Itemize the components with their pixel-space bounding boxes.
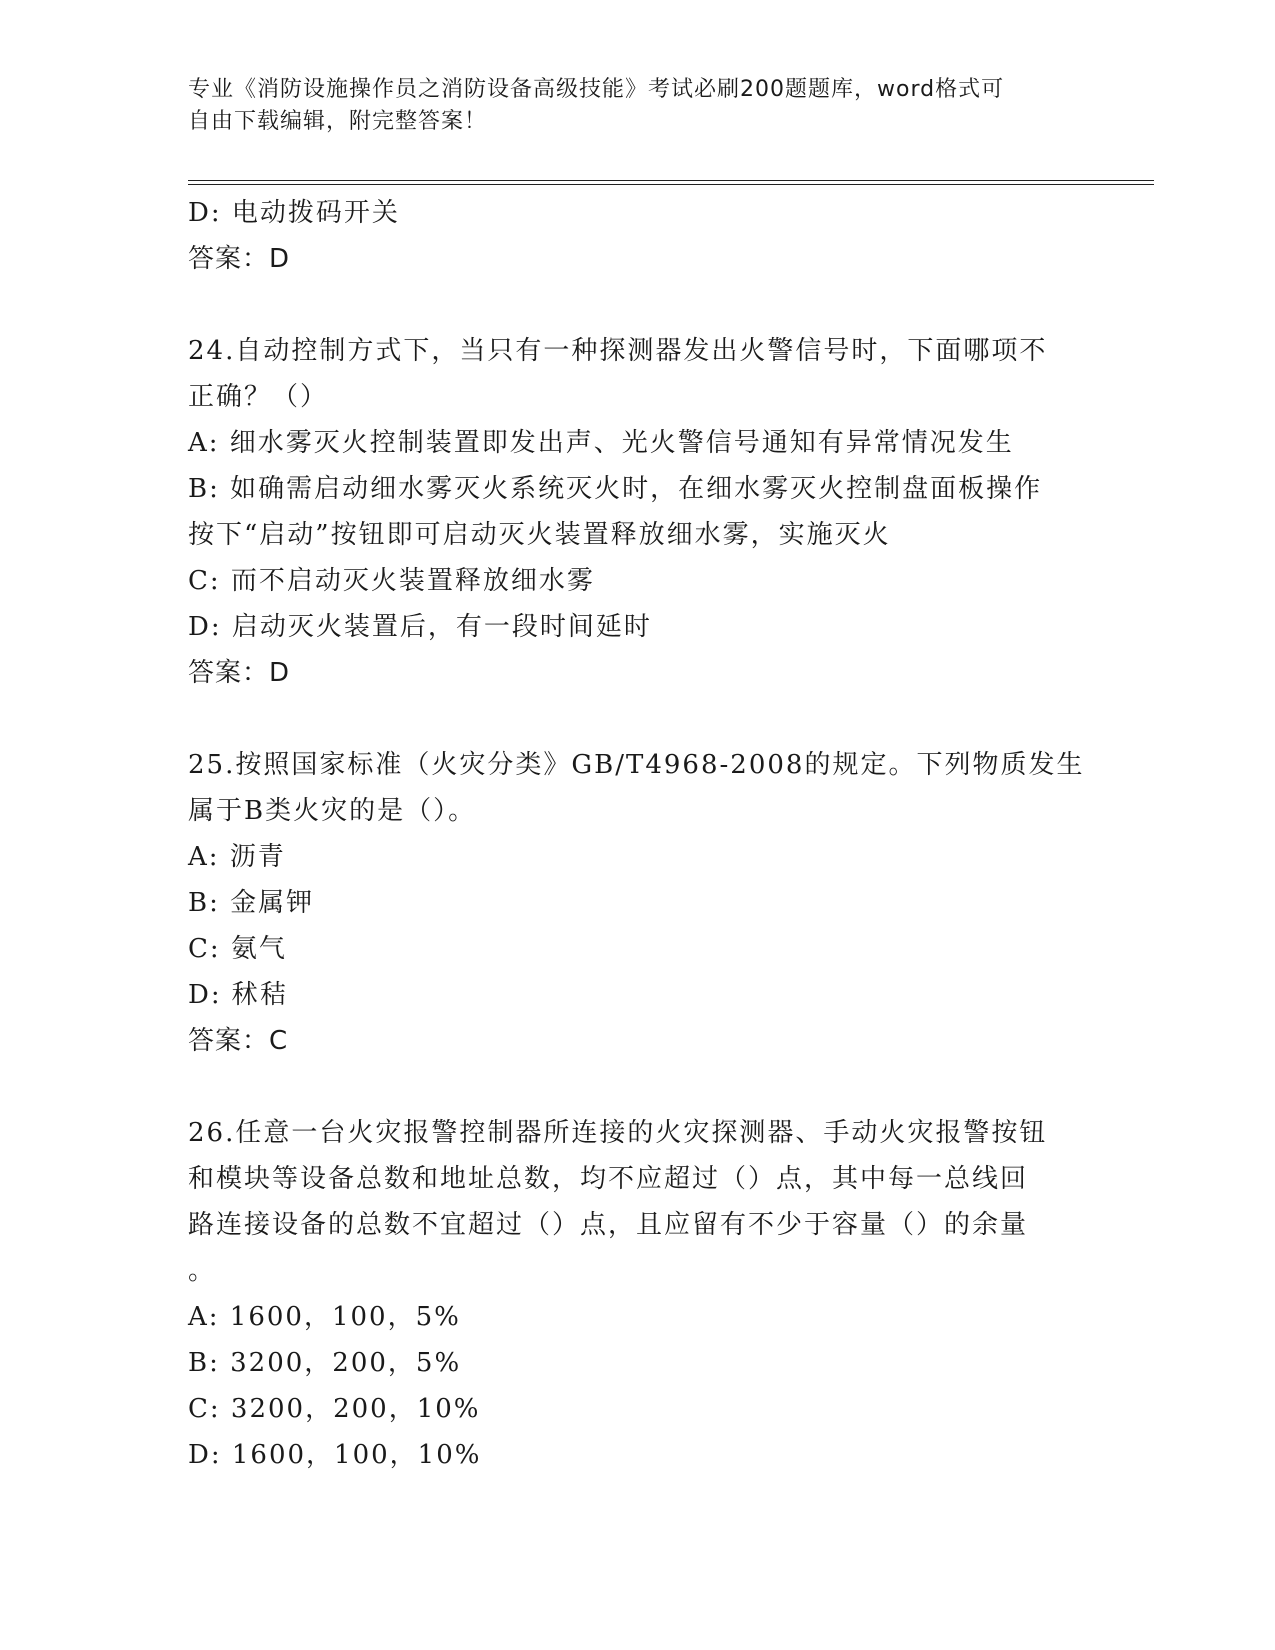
question-stem	[188, 742, 1088, 834]
answer-line: 答案：D	[188, 244, 291, 274]
question-24	[188, 328, 1088, 696]
option-c: C: 氨气	[188, 934, 287, 964]
previous-question-tail	[188, 190, 1088, 282]
question-25	[188, 742, 1088, 1064]
question-stem	[188, 328, 1088, 420]
header-title-line-1: 专业《消防设施操作员之消防设备高级技能》考试必刷200题题库，word格式可	[188, 77, 1005, 102]
option-a: A: 1600，100，5%	[188, 1302, 461, 1332]
option-c: C: 而不启动灭火装置释放细水雾	[188, 566, 595, 596]
header-divider-bottom	[188, 184, 1154, 185]
document-header	[188, 74, 1068, 138]
header-title-line-2: 自由下载编辑，附完整答案！	[188, 109, 488, 134]
stem-line: 25.按照国家标准（火灾分类》GB/T4968-2008的规定。下列物质发生	[188, 750, 1085, 780]
stem-line: 和模块等设备总数和地址总数，均不应超过（）点，其中每一总线回	[188, 1164, 1029, 1194]
stem-line: 正确？（）	[188, 382, 329, 412]
answer-line: 答案：C	[188, 1026, 289, 1056]
option-d: D: 秫秸	[188, 980, 288, 1010]
option-a: A: 细水雾灭火控制装置即发出声、光火警信号通知有异常情况发生	[188, 428, 1014, 458]
option-d: D: 电动拨码开关	[188, 198, 400, 228]
stem-line: 。	[188, 1256, 217, 1286]
option-b-continued: 按下“启动”按钮即可启动灭火装置释放细水雾，实施灭火	[188, 520, 891, 550]
stem-line: 24.自动控制方式下，当只有一种探测器发出火警信号时，下面哪项不	[188, 336, 1048, 366]
option-d: D: 1600，100，10%	[188, 1440, 482, 1470]
option-b: B: 金属钾	[188, 888, 315, 918]
option-b: B: 如确需启动细水雾灭火系统灭火时，在细水雾灭火控制盘面板操作	[188, 474, 1043, 504]
stem-line: 路连接设备的总数不宜超过（）点，且应留有不少于容量（）的余量	[188, 1210, 1029, 1240]
option-d: D: 启动灭火装置后，有一段时间延时	[188, 612, 652, 642]
question-stem	[188, 1110, 1088, 1294]
stem-line: 属于B类火灾的是（）。	[188, 796, 477, 826]
header-divider-top	[188, 180, 1154, 181]
answer-line: 答案：D	[188, 658, 291, 688]
option-a: A: 沥青	[188, 842, 286, 872]
option-c: C: 3200，200，10%	[188, 1394, 481, 1424]
question-26	[188, 1110, 1088, 1478]
stem-line: 26.任意一台火灾报警控制器所连接的火灾探测器、手动火灾报警按钮	[188, 1118, 1048, 1148]
document-body	[188, 190, 1088, 1478]
option-b: B: 3200，200，5%	[188, 1348, 462, 1378]
